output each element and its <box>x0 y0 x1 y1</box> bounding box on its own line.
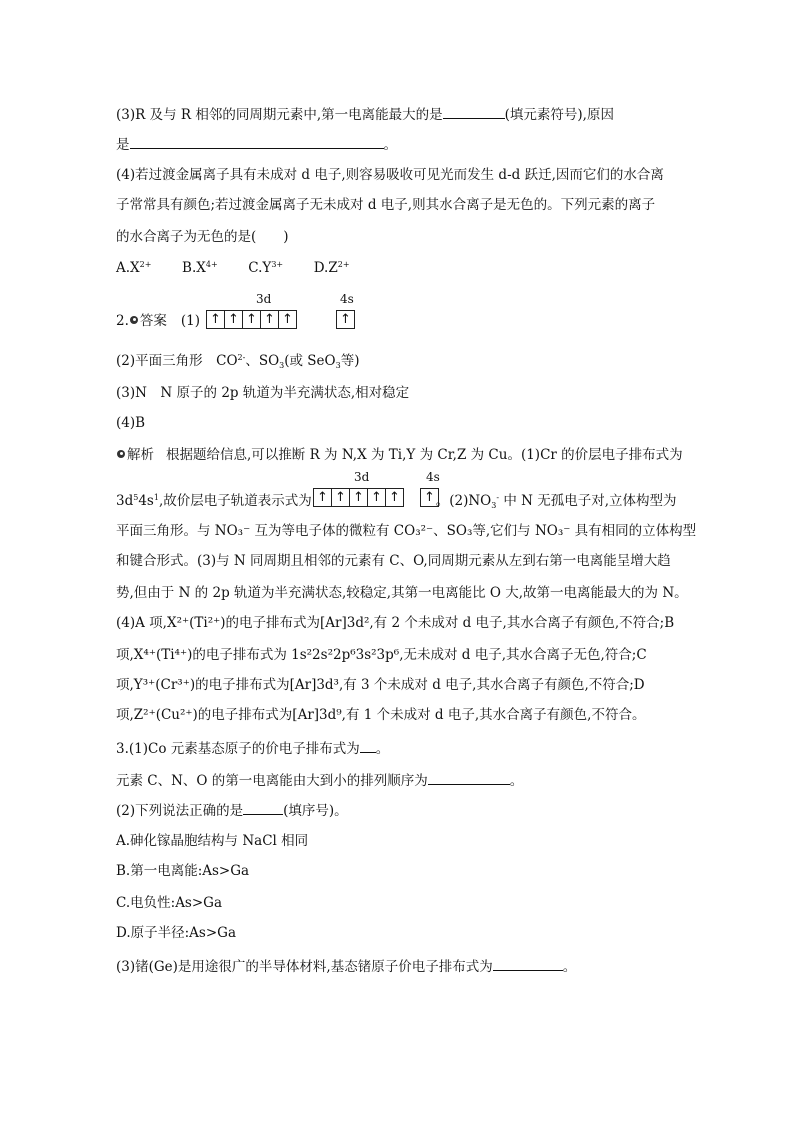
orbital-box: ↑ <box>332 489 350 506</box>
q4-option-a: A.砷化镓晶胞结构与 NaCl 相同 <box>116 833 309 849</box>
orbital-box: ↑ <box>314 489 332 506</box>
orbital-box: ↑ <box>207 311 225 328</box>
answer-line1: 2. 答案 (1) <box>116 313 201 329</box>
q3-part3-text-d: 。 <box>383 137 397 153</box>
analysis-line1: 解析 根据题给信息,可以推断 R 为 N,X 为 Ti,Y 为 Cr,Z 为 Cu。(1)Cr 的价层电子排布式为 <box>116 446 683 464</box>
analysis-line7: 项,X⁴⁺(Ti⁴⁺)的电子排布式为 1s²2s²2p⁶3s²3p⁶,无未成对 d 电子,其水合离子无色,符合;C <box>116 647 647 663</box>
answer-blank <box>243 800 283 815</box>
analysis-line2: $3d^54s^1$,故价层电子轨道表示式为 。$(2)NO_3^-$ 中 N 无孤电子对,立体构型为 <box>116 493 677 510</box>
choice-c: $C.Y^{3+}$ <box>248 260 284 276</box>
q3-choices <box>116 259 350 277</box>
answer-blank <box>360 738 376 753</box>
orbital-diagram-4s <box>336 310 355 329</box>
answer-line4: (4)B <box>116 415 146 431</box>
orbital-box: ↑ <box>261 311 279 328</box>
orbital-box: ↑ <box>368 489 386 506</box>
q3-part3-line2 <box>116 134 397 154</box>
q3-part3-text-b: (填元素符号),原因 <box>504 107 614 123</box>
orbital-box: ↑ <box>243 311 261 328</box>
orbital-diagram-4s-b <box>420 488 439 507</box>
orbital-diagram-3d-b <box>313 488 404 507</box>
orbital-box: ↑ <box>340 312 351 327</box>
q4-line3: (2)下列说法正确的是 (填序号)。 <box>116 800 348 820</box>
q3-part4-line1: (4)若过渡金属离子具有未成对 d 电子,则容易吸收可见光而发生 d-d 跃迁,因而它们的水合离 <box>116 167 664 183</box>
analysis-line6: (4)A 项,X²⁺(Ti²⁺)的电子排布式为[Ar]3d²,有 2 个未成对 d 电子,其水合离子有颜色,不符合;B <box>116 615 675 631</box>
analysis-marker-icon <box>117 450 125 458</box>
orbital-box: ↑ <box>424 490 435 505</box>
orbital-label-4s: 4s <box>340 292 354 306</box>
orbital-box: ↑ <box>350 489 368 506</box>
answer-blank <box>428 770 510 785</box>
analysis-line8: 项,Y³⁺(Cr³⁺)的电子排布式为[Ar]3d³,有 3 个未成对 d 电子,其水合离子有颜色,不符合;D <box>116 677 645 693</box>
answer-line2: (2)平面三角形 $CO^{2-}$、$SO_3$(或 SeO$_3$等) <box>116 353 360 370</box>
choice-b: $B.X^{4+}$ <box>182 260 218 276</box>
orbital-box: ↑ <box>282 312 293 327</box>
q3-part4-line3: 的水合离子为无色的是( ) <box>116 229 289 245</box>
answer-blank <box>443 104 505 119</box>
q4-option-b: B.第一电离能:As>Ga <box>116 863 250 879</box>
q3-part3-text-c: 是 <box>116 137 130 153</box>
orbital-label-3d-b: 3d <box>354 470 370 484</box>
answer-line3: (3)N N 原子的 2p 轨道为半充满状态,相对稳定 <box>116 385 410 401</box>
answer-blank <box>130 134 384 149</box>
orbital-box: ↑ <box>389 490 400 505</box>
q3-part3-line1 <box>116 104 614 124</box>
q3-part3-text: (3)R 及与 R 相邻的同周期元素中,第一电离能最大的是 <box>116 107 443 123</box>
answer-blank <box>493 956 563 971</box>
q3-part4-line2: 子常常具有颜色;若过渡金属离子无未成对 d 电子,则其水合离子是无色的。下列元素的离子 <box>116 197 656 213</box>
analysis-line4: 和键合形式。(3)与 N 同周期且相邻的元素有 C、O,同周期元素从左到右第一电离能呈增大趋 <box>116 553 671 569</box>
analysis-label: 解析 <box>127 447 154 463</box>
answer-marker-icon <box>130 316 138 324</box>
analysis-line5: 势,但由于 N 的 2p 轨道为半充满状态,较稳定,其第一电离能比 O 大,故第一电离能最大的为 N。 <box>116 585 688 601</box>
answer-label: 答案 <box>139 313 167 329</box>
analysis-line3: 平面三角形。与 NO₃⁻ 互为等电子体的微粒有 CO₃²⁻、SO₃等,它们与 NO₃⁻ 具有相同的立体构型 <box>116 523 697 539</box>
analysis-line9: 项,Z²⁺(Cu²⁺)的电子排布式为[Ar]3d⁹,有 1 个未成对 d 电子,其水合离子有颜色,不符合。 <box>116 707 646 723</box>
choice-a: $A.X^{2+}$ <box>116 260 152 276</box>
orbital-box: ↑ <box>225 311 243 328</box>
choice-d: $D.Z^{2+}$ <box>313 260 350 276</box>
q4-option-d: D.原子半径:As>Ga <box>116 925 237 941</box>
orbital-label-3d: 3d <box>256 292 272 306</box>
q4-line1: 3.(1)Co 元素基态原子的价电子排布式为 。 <box>116 738 389 758</box>
orbital-label-4s-b: 4s <box>426 470 440 484</box>
q4-line4: (3)锗(Ge)是用途很广的半导体材料,基态锗原子价电子排布式为 。 <box>116 956 576 976</box>
orbital-diagram-3d <box>206 310 297 329</box>
q4-option-c: C.电负性:As>Ga <box>116 895 223 911</box>
q4-line2: 元素 C、N、O 的第一电离能由大到小的排列顺序为 。 <box>116 770 523 790</box>
